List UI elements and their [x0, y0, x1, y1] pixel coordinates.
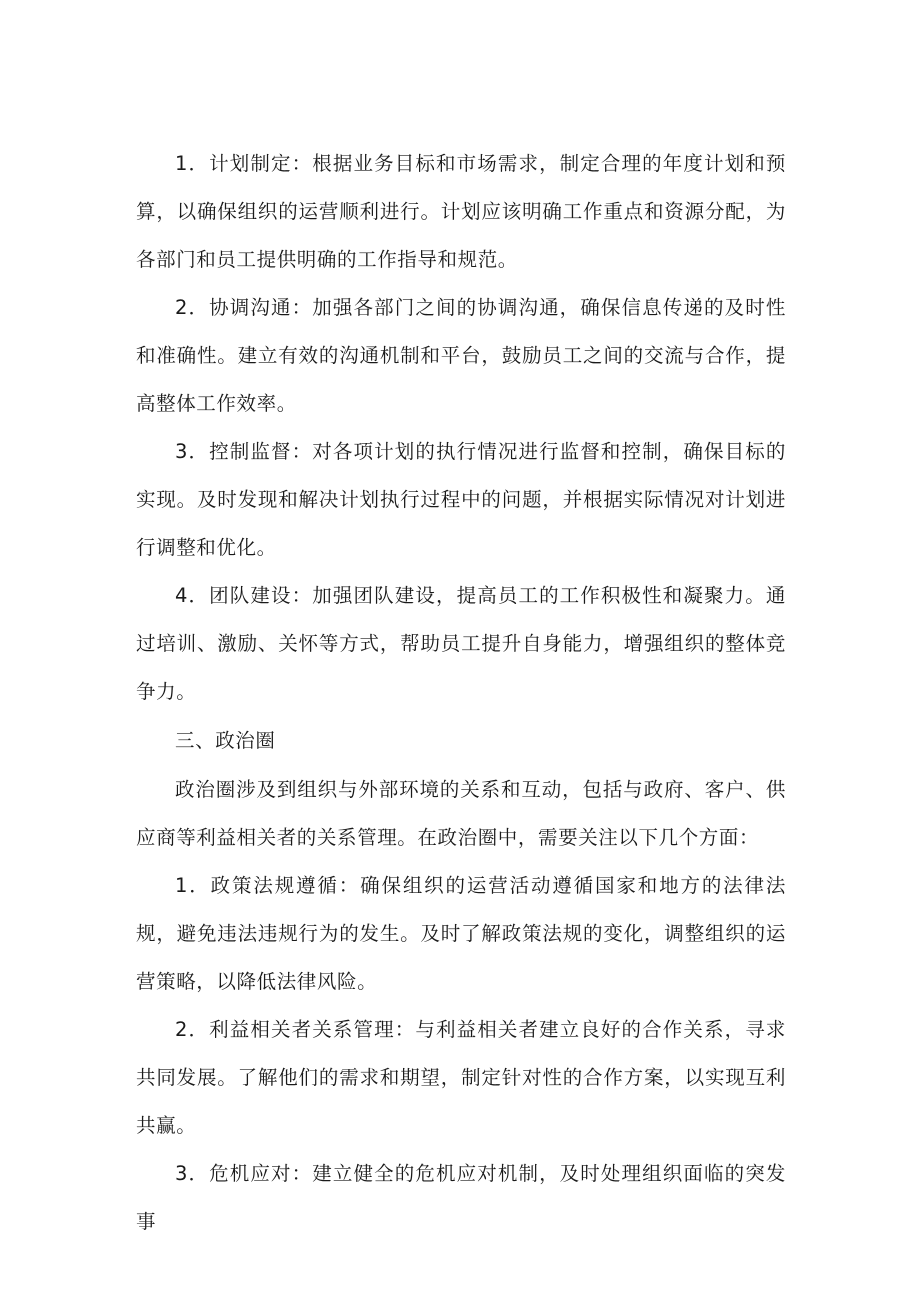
- paragraph-plan: 1．计划制定：根据业务目标和市场需求，制定合理的年度计划和预算，以确保组织的运营顺利进行。计划应该明确工作重点和资源分配，为各部门和员工提供明确的工作指导和规范。: [136, 152, 786, 271]
- paragraph-crisis: 3．危机应对：建立健全的危机应对机制，及时处理组织面临的突发事: [136, 1162, 786, 1233]
- document-body: [136, 140, 786, 1246]
- paragraph-team: 4．团队建设：加强团队建设，提高员工的工作积极性和凝聚力。通过培训、激励、关怀等方式，帮助员工提升自身能力，增强组织的整体竞争力。: [136, 584, 786, 703]
- paragraph-policy: 1．政策法规遵循：确保组织的运营活动遵循国家和地方的法律法规，避免违法违规行为的发生。及时了解政策法规的变化，调整组织的运营策略，以降低法律风险。: [136, 874, 786, 993]
- paragraph-stakeholders: 2．利益相关者关系管理：与利益相关者建立良好的合作关系，寻求共同发展。了解他们的需求和期望，制定针对性的合作方案，以实现互利共赢。: [136, 1018, 786, 1137]
- section-heading-politics: 三、政治圈: [175, 729, 276, 752]
- paragraph-politics-intro: 政治圈涉及到组织与外部环境的关系和互动，包括与政府、客户、供应商等利益相关者的关系管理。在政治圈中，需要关注以下几个方面：: [136, 778, 786, 849]
- paragraph-coordination: 2．协调沟通：加强各部门之间的协调沟通，确保信息传递的及时性和准确性。建立有效的沟通机制和平台，鼓励员工之间的交流与合作，提高整体工作效率。: [136, 296, 786, 415]
- paragraph-control: 3．控制监督：对各项计划的执行情况进行监督和控制，确保目标的实现。及时发现和解决计划执行过程中的问题，并根据实际情况对计划进行调整和优化。: [136, 440, 786, 559]
